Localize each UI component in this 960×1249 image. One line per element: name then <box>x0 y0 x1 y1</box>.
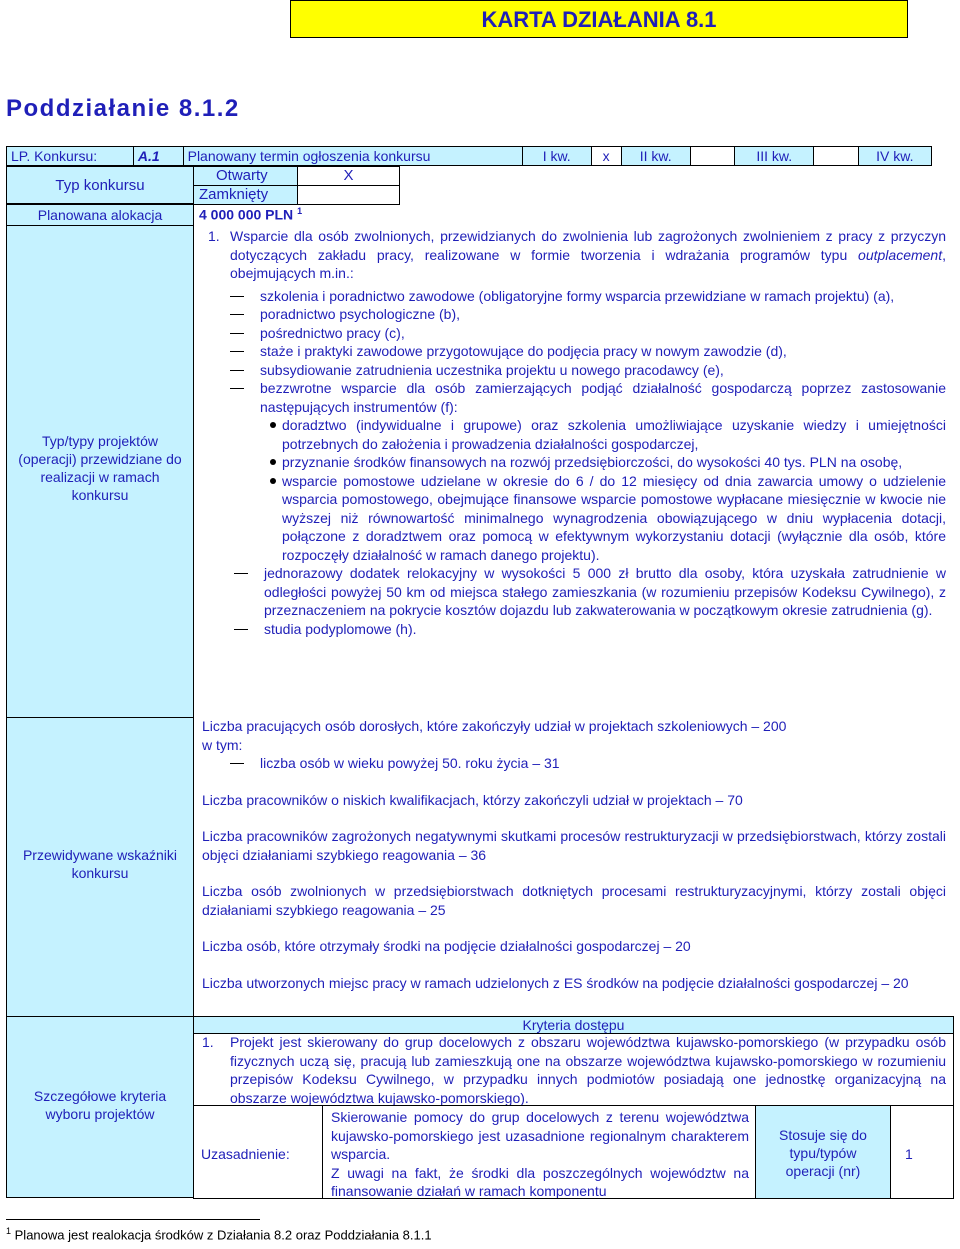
footnote-number: 1 <box>6 1226 12 1236</box>
q3-label: III kw. <box>735 147 814 166</box>
typ-konkursu-label: Typ konkursu <box>6 166 194 204</box>
lp-value: A.1 <box>133 147 183 166</box>
wskazniki-label: Przewidywane wskaźniki konkursu <box>22 847 178 881</box>
wskaznik-1-dash-text: liczba osób w wieku powyżej 50. roku życia – 31 <box>260 755 560 771</box>
wskaznik-1: Liczba pracujących osób dorosłych, które zakończyły udział w projektach szkoleniowych – 200 <box>202 718 787 734</box>
footnote <box>6 1226 432 1242</box>
uzasadnienie-label: Uzasadnienie: <box>201 1146 290 1162</box>
uzasadnienie-paragraph-1: Skierowanie pomocy do grup docelowych z terenu województwa kujawsko-pomorskiego jest uzasadnione regionalnym charakterem wsparcia. <box>331 1109 749 1162</box>
dash-item <box>202 305 946 324</box>
dash-item-text: subsydiowanie zatrudnienia uczestnika projektu u nowego pracodawcy (e), <box>260 361 724 378</box>
dash-item <box>202 287 946 306</box>
q2-label: II kw. <box>621 147 690 166</box>
footnote-text: Planowa jest realokacja środków z Działania 8.2 oraz Poddziałania 8.1.1 <box>14 1227 432 1243</box>
wskaznik-2: Liczba pracowników o niskich kwalifikacjach, którzy zakończyli udział w projektach – 70 <box>202 791 743 808</box>
wskazniki-content <box>202 717 946 992</box>
kryteria-label: Szczegółowe kryteria wyboru projektów <box>33 1088 167 1122</box>
kryterium-1-text: Projekt jest skierowany do grup docelowych z obszaru województwa kujawsko-pomorskiego (w przypadku osób fizycznych uczą się, pracują lub zamieszkują one na obszarze województwa kujawsko-pomorskiego w rozumieniu przepisów Kodeksu Cywilnego, w przypadku innych podmiotów posiadają one jednostkę organizacyjną na obszarze województwa kujawsko-pomorskiego). <box>230 1034 946 1106</box>
alokacja-value: 4 000 000 PLN $^1$ <box>199 206 303 223</box>
otwarty-label: Otwarty <box>193 166 298 186</box>
typ-item-1-tail: , obejmujących m.in.: <box>230 246 946 281</box>
bullet-item <box>202 416 946 453</box>
bullet-item-text: doradztwo (indywidualne i grupowe) oraz szkolenia umożliwiające uzyskanie wiedzy i umiejętności potrzebnych do założenia i prowadzenia działalności gospodarczej, <box>282 417 946 452</box>
uzasadnienie-paragraph-2: Z uwagi na fakt, że środki dla poszczególnych województw na finansowanie działań w ramach komponentu <box>331 1164 749 1199</box>
wskaznik-6: Liczba utworzonych miejsc pracy w ramach udzielonych z ES środków na podjęcie działalności gospodarczej – 20 <box>202 974 909 991</box>
q4-label: IV kw. <box>858 147 931 166</box>
dash-item <box>202 324 946 343</box>
kryterium-1-number: 1. <box>202 1034 214 1050</box>
dash-item-text: studia podyplomowe (h). <box>264 620 417 637</box>
footnote-rule <box>6 1219 260 1220</box>
otwarty-mark: X <box>297 166 400 186</box>
alokacja-label: Planowana alokacja <box>6 204 194 226</box>
dash-item <box>202 379 946 416</box>
uzasadnienie-text <box>331 1108 749 1199</box>
dash-item <box>202 564 946 620</box>
uzasadnienie-text-cell <box>322 1105 756 1199</box>
dash-item-text: jednorazowy dodatek relokacyjny w wysokości 5 000 zł brutto dla osoby, która uzyskała zatrudnienie w odległości powyżej 50 km od miejsca stałego zamieszkania (w rozumieniu przepisów Kodeksu Cywilnego), z przeznaczeniem na pokrycie kosztów dojazdu lub zakwaterowania w początkowym okresie zatrudnienia (g). <box>264 565 946 618</box>
termin-label: Planowany termin ogłoszenia konkursu <box>183 147 522 166</box>
kryterium-1-item <box>202 1033 946 1107</box>
wskaznik-3: Liczba pracowników zagrożonych negatywnymi skutkami procesów restrukturyzacji w przedsiębiorstwach, którzy zostali objęci działaniami szybkiego reagowania – 36 <box>202 828 946 863</box>
q3-mark <box>814 147 859 166</box>
q1-label: I kw. <box>522 147 591 166</box>
bullet-item-text: wsparcie pomostowe udzielane w okresie do 6 / do 12 miesięcy od dnia zawarcia umowy o udzielenie wsparcia pomostowego, obejmujące finansowe wsparcie pomostowe wypłacane miesięcznie w kwocie nie wyższej niż równowartość minimalnego wynagrodzenia obowiązującego w dniu wypłacenia dotacji, połączone z doradztwem oraz pomocą w efektywnym wykorzystaniu dotacji (wyłącznie dla osób, które rozpoczęły działalność w ramach danego projektu). <box>282 472 946 563</box>
typ-item-1-number: 1. <box>208 228 220 244</box>
dash-item-text: poradnictwo psychologiczne (b), <box>260 306 460 322</box>
wskaznik-5: Liczba osób, które otrzymały środki na podjęcie działalności gospodarczej – 20 <box>202 938 691 954</box>
q2-mark <box>690 147 735 166</box>
wskaznik-1-dash <box>202 754 946 773</box>
bullet-item <box>202 472 946 565</box>
stosuje-value-cell <box>890 1105 954 1199</box>
typy-label-cell <box>6 225 194 718</box>
dash-item <box>202 342 946 361</box>
typ-item-1-text: Wsparcie dla osób zwolnionych, przewidzianych do zwolnienia lub zagrożonych zwolnieniem z pracy z przyczyn dotyczących zakładu pracy, realizowane w formie tworzenia i wdrażania programów typu <box>230 228 946 263</box>
subtitle: Poddziałanie 8.1.2 <box>6 95 240 122</box>
stosuje-value: 1 <box>905 1146 913 1162</box>
zamkniety-mark <box>297 185 400 205</box>
wskaznik-4: Liczba osób zwolnionych w przedsiębiorstwach dotkniętych procesami restrukturyzacyjnymi, którzy zostali objęci działaniami szybkiego reagowania – 25 <box>202 883 946 918</box>
lp-label: LP. Konkursu: <box>7 147 134 166</box>
dash-item <box>202 620 946 639</box>
q1-mark: x <box>591 147 621 166</box>
kryterium-1 <box>202 1033 946 1107</box>
dash-item-text: pośrednictwo pracy (c), <box>260 324 405 341</box>
dash-item-text: staże i praktyki zawodowe przygotowujące do podjęcia pracy w nowym zawodzie (d), <box>260 343 787 359</box>
stosuje-label: Stosuje się do typu/typów operacji (nr) <box>779 1127 867 1179</box>
bullet-item <box>202 453 946 472</box>
dash-item-text: szkolenia i poradnictwo zawodowe (obligatoryjne formy wsparcia przewidziane w ramach projektu) (a), <box>260 287 895 304</box>
document-title: KARTA DZIAŁANIA 8.1 <box>290 0 908 38</box>
kryteria-dostepu-header: Kryteria dostępu <box>193 1016 954 1034</box>
stosuje-label-cell <box>755 1105 891 1199</box>
bullet-item-text: przyznanie środków finansowych na rozwój przedsiębiorczości, do wysokości 40 tys. PLN na osobę, <box>282 454 903 470</box>
typy-label: Typ/typy projektów (operacji) przewidziane do realizacji w ramach konkursu <box>18 433 182 503</box>
wskaznik-1-sub: w tym: <box>202 736 243 753</box>
header-table <box>6 146 932 166</box>
wskazniki-label-cell <box>6 717 194 1017</box>
typy-content <box>202 227 946 638</box>
uzasadnienie-label-cell <box>193 1105 323 1199</box>
kryteria-label-cell <box>6 1016 194 1198</box>
dash-item <box>202 361 946 380</box>
typ-item-1-italic: outplacement <box>858 246 943 263</box>
zamkniety-label: Zamknięty <box>193 185 298 205</box>
dash-item-text: bezzwrotne wsparcie dla osób zamierzających podjąć działalność gospodarczą poprzez zastosowanie następujących instrumentów (f): <box>260 380 946 415</box>
typ-item-1 <box>202 227 946 283</box>
